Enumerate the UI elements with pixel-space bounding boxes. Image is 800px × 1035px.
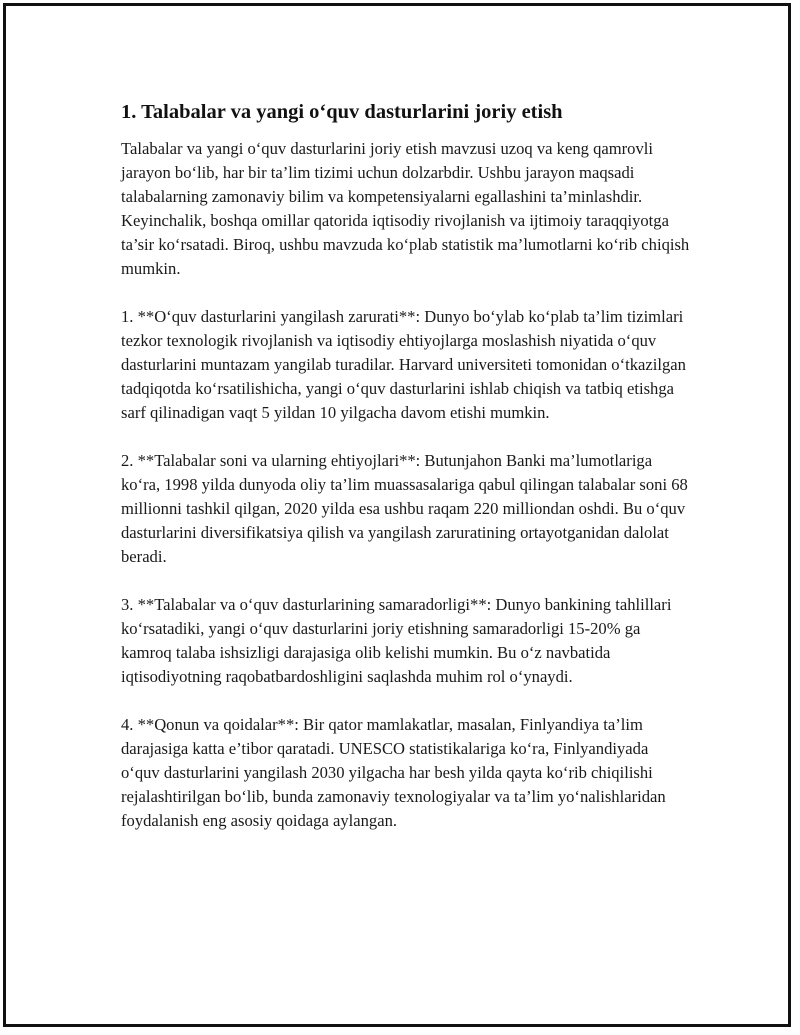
paragraph-student-numbers: 2. **Talabalar soni va ularning ehtiyojlari**: Butunjahon Banki ma’lumotlariga ko‘ra, 1998 yilda dunyoda oliy ta’lim muassasalariga qabul qilingan talabalar soni 68 millionni tashkil qilgan, 2020 yilda esa ushbu raqam 220 milliondan oshdi. Bu o‘quv dasturlarini diversifikatsiya qilish va yangilash zaruratining ortayotganidan dalolat beradi. [121, 451, 688, 566]
document-body [121, 99, 691, 857]
paragraph-curriculum-update: 1. **O‘quv dasturlarini yangilash zarurati**: Dunyo bo‘ylab ko‘plab ta’lim tizimlari tezkor texnologik rivojlanish va iqtisodiy ehtiyojlarga moslashish niyatida o‘quv dasturlarini muntazam yangilab turadilar. Harvard universiteti tomonidan o‘tkazilgan tadqiqotda ko‘rsatilishicha, yangi o‘quv dasturlarini ishlab chiqish va tatbiq etishga sarf qilinadigan vaqt 5 yildan 10 yilgacha davom etishi mumkin. [121, 307, 686, 422]
page-title: 1. Talabalar va yangi o‘quv dasturlarini joriy etish [121, 101, 563, 123]
page-frame [3, 3, 791, 1027]
paragraph-laws-rules: 4. **Qonun va qoidalar**: Bir qator mamlakatlar, masalan, Finlyandiya ta’lim darajasiga katta e’tibor qaratadi. UNESCO statistikalariga ko‘ra, Finlyandiyada o‘quv dasturlarini yangilash 2030 yilgacha har besh yilda qayta ko‘rib chiqilishi rejalashtirilgan bo‘lib, bunda zamonaviy texnologiyalar va ta’lim yo‘nalishlaridan foydalanish eng asosiy qoidaga aylangan. [121, 715, 666, 830]
intro-paragraph: Talabalar va yangi o‘quv dasturlarini joriy etish mavzusi uzoq va keng qamrovli jarayon bo‘lib, har bir ta’lim tizimi uchun dolzarbdir. Ushbu jarayon maqsadi talabalarning zamonaviy bilim va kompetensiyalarni egallashini ta’minlashdir. Keyinchalik, boshqa omillar qatorida iqtisodiy rivojlanish va ijtimoiy taraqqiyotga ta’sir ko‘rsatadi. Biroq, ushbu mavzuda ko‘plab statistik ma’lumotlarni ko‘rib chiqish mumkin. [121, 139, 690, 278]
paragraph-effectiveness: 3. **Talabalar va o‘quv dasturlarining samaradorligi**: Dunyo bankining tahlillari ko‘rsatadiki, yangi o‘quv dasturlarini joriy etishning samaradorligi 15-20% ga kamroq talaba ishsizligi darajasiga olib kelishi mumkin. Bu o‘z navbatida iqtisodiyotning raqobatbardoshligini saqlashda muhim rol o‘ynaydi. [121, 595, 672, 686]
